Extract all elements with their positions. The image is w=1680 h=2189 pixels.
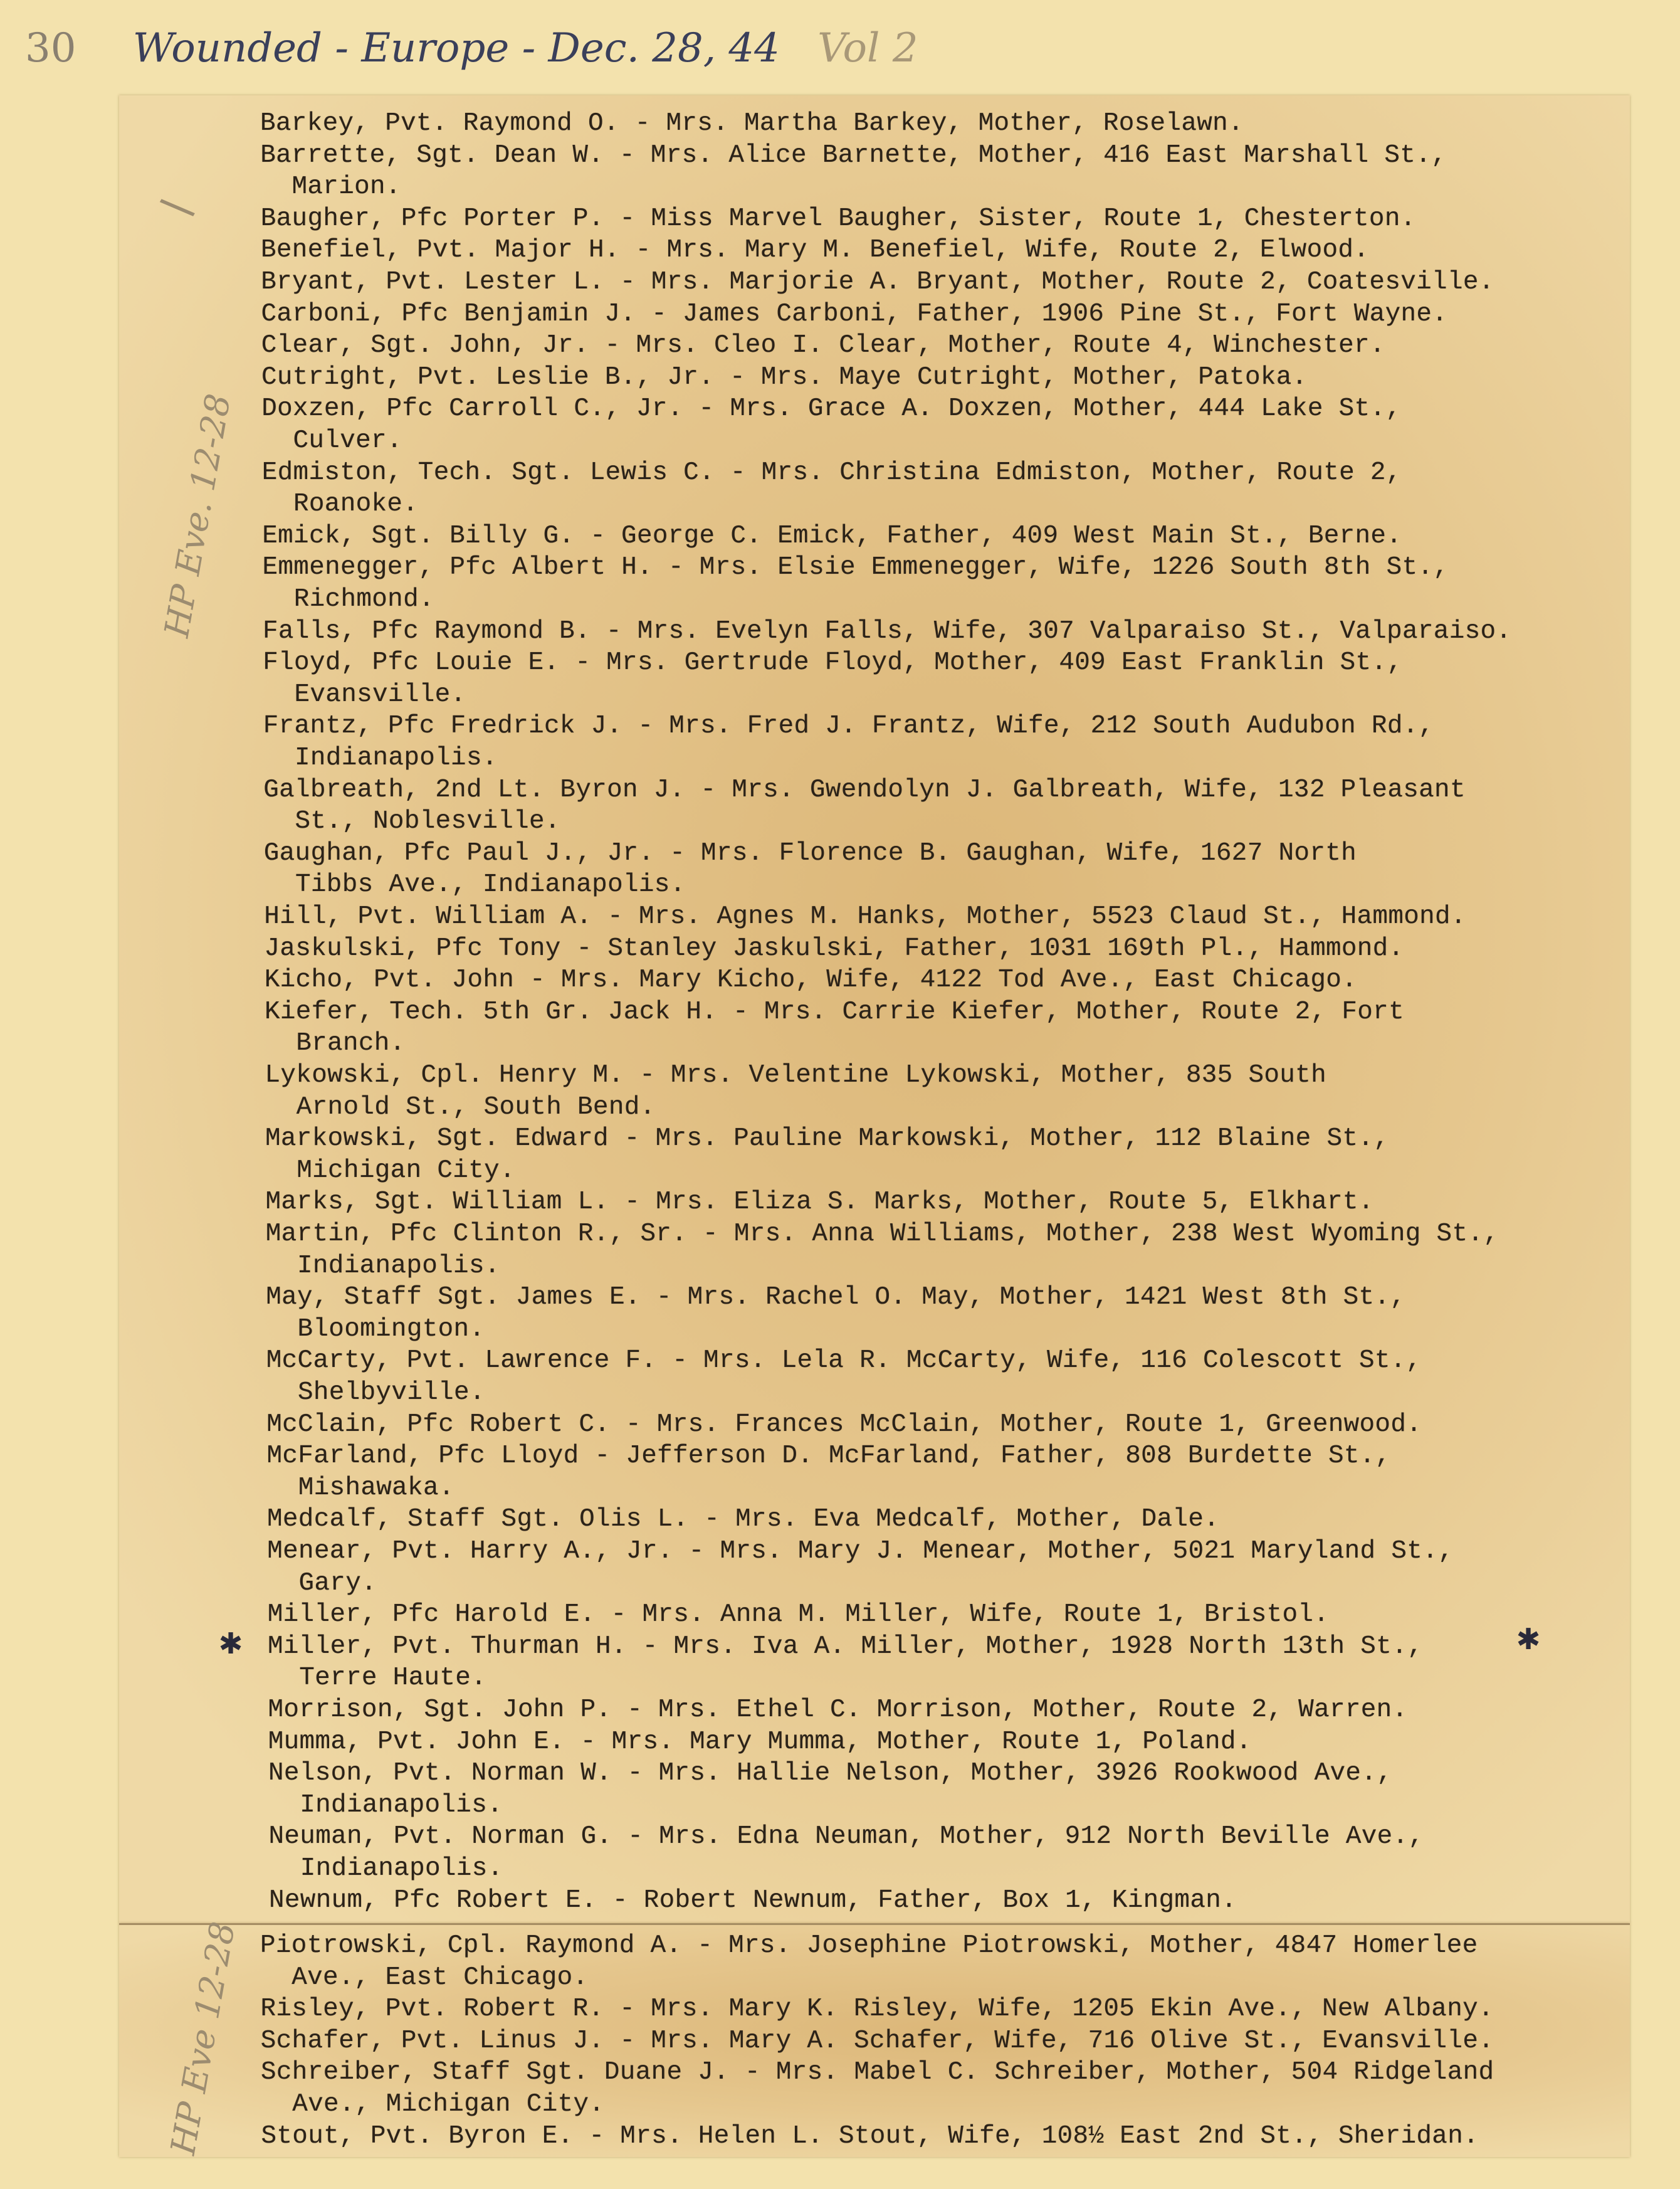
list-entry: McClain, Pfc Robert C. - Mrs. Frances McClain, Mother, Route 1, Greenwood. xyxy=(266,1410,1422,1439)
list-entry: Neuman, Pvt. Norman G. - Mrs. Edna Neuman, Mother, 912 North Beville Ave., xyxy=(268,1822,1424,1852)
list-entry-continuation: Arnold St., South Bend. xyxy=(296,1092,656,1122)
list-entry: Hill, Pvt. William A. - Mrs. Agnes M. Hanks, Mother, 5523 Claud St., Hammond. xyxy=(264,902,1466,931)
list-entry: Kiefer, Tech. 5th Gr. Jack H. - Mrs. Carrie Kiefer, Mother, Route 2, Fort xyxy=(265,997,1404,1026)
margin-note-bottom: HP Eve 12-28 xyxy=(163,1919,243,2158)
list-entry-continuation: Gary. xyxy=(298,1568,377,1598)
list-entry-continuation: Bloomington. xyxy=(297,1314,485,1344)
list-entry: Edmiston, Tech. Sgt. Lewis C. - Mrs. Christina Edmiston, Mother, Route 2, xyxy=(261,458,1402,487)
list-entry: Miller, Pfc Harold E. - Mrs. Anna M. Miller, Wife, Route 1, Bristol. xyxy=(267,1600,1330,1630)
handwritten-header xyxy=(25,25,918,71)
list-entry-continuation: Michigan City. xyxy=(297,1156,515,1185)
asterisk-left-icon: ✱ xyxy=(219,1623,243,1665)
list-entry: Clear, Sgt. John, Jr. - Mrs. Cleo I. Clear, Mother, Route 4, Winchester. xyxy=(261,331,1385,361)
list-entry: Gaughan, Pfc Paul J., Jr. - Mrs. Florence B. Gaughan, Wife, 1627 North xyxy=(263,838,1357,868)
list-entry: Emick, Sgt. Billy G. - George C. Emick, Father, 409 West Main St., Berne. xyxy=(262,521,1402,551)
header-title: Wounded - Europe - Dec. 28, 44 xyxy=(132,25,780,71)
list-entry: Menear, Pvt. Harry A., Jr. - Mrs. Mary J. Menear, Mother, 5021 Maryland St., xyxy=(267,1537,1454,1566)
list-entry-continuation: Tibbs Ave., Indianapolis. xyxy=(295,870,686,900)
list-entry: Stout, Pvt. Byron E. - Mrs. Helen L. Stout, Wife, 108½ East 2nd St., Sheridan. xyxy=(261,2121,1479,2151)
list-entry: Nelson, Pvt. Norman W. - Mrs. Hallie Nelson, Mother, 3926 Rookwood Ave., xyxy=(268,1759,1393,1788)
list-entry: Piotrowski, Cpl. Raymond A. - Mrs. Josephine Piotrowski, Mother, 4847 Homerlee xyxy=(260,1931,1478,1960)
list-entry: Markowski, Sgt. Edward - Mrs. Pauline Markowski, Mother, 112 Blaine St., xyxy=(265,1124,1390,1154)
list-entry-continuation: Terre Haute. xyxy=(299,1664,487,1693)
list-entry-continuation: Ave., East Chicago. xyxy=(291,1963,589,1992)
list-entry: McCarty, Pvt. Lawrence F. - Mrs. Lela R. McCarty, Wife, 116 Colescott St., xyxy=(266,1346,1422,1376)
volume-label: Vol 2 xyxy=(817,25,918,71)
page-number: 30 xyxy=(25,25,76,71)
list-entry-continuation: Culver. xyxy=(293,426,402,455)
list-entry: Floyd, Pfc Louie E. - Mrs. Gertrude Floyd, Mother, 409 East Franklin St., xyxy=(263,648,1403,678)
list-entry: Bryant, Pvt. Lester L. - Mrs. Marjorie A. Bryant, Mother, Route 2, Coatesville. xyxy=(261,268,1494,297)
list-entry: Martin, Pfc Clinton R., Sr. - Mrs. Anna Williams, Mother, 238 West Wyoming St., xyxy=(265,1220,1499,1248)
list-entry: Medcalf, Staff Sgt. Olis L. - Mrs. Eva Medcalf, Mother, Dale. xyxy=(267,1505,1220,1534)
list-entry: Emmenegger, Pfc Albert H. - Mrs. Elsie Emmenegger, Wife, 1226 South 8th St., xyxy=(262,553,1449,583)
asterisk-right-icon: ✱ xyxy=(1517,1618,1540,1661)
check-mark: \ xyxy=(150,187,202,226)
list-entry: Barrette, Sgt. Dean W. - Mrs. Alice Barnette, Mother, 416 East Marshall St., xyxy=(260,140,1447,170)
list-entry: Kicho, Pvt. John - Mrs. Mary Kicho, Wife, 4122 Tod Ave., East Chicago. xyxy=(264,966,1358,995)
list-entry: Galbreath, 2nd Lt. Byron J. - Mrs. Gwendolyn J. Galbreath, Wife, 132 Pleasant xyxy=(263,775,1466,804)
list-entry-continuation: Indianapolis. xyxy=(295,744,498,773)
list-entry-continuation: Evansville. xyxy=(294,680,466,709)
margin-note-side: HP Eve. 12-28 xyxy=(157,391,239,640)
list-entry-continuation: Indianapolis. xyxy=(297,1251,500,1280)
list-entry: McFarland, Pfc Lloyd - Jefferson D. McFarland, Father, 808 Burdette St., xyxy=(266,1442,1391,1471)
list-entry-continuation: Branch. xyxy=(296,1029,406,1058)
list-entry: Benefiel, Pvt. Major H. - Mrs. Mary M. Benefiel, Wife, Route 2, Elwood. xyxy=(261,236,1370,265)
list-entry: Lykowski, Cpl. Henry M. - Mrs. Velentine Lykowski, Mother, 835 South xyxy=(265,1061,1326,1090)
list-entry-continuation: Marion. xyxy=(291,172,401,202)
list-entry: Morrison, Sgt. John P. - Mrs. Ethel C. Morrison, Mother, Route 2, Warren. xyxy=(268,1696,1408,1724)
list-entry-continuation: Mishawaka. xyxy=(298,1473,454,1502)
list-entry: Barkey, Pvt. Raymond O. - Mrs. Martha Barkey, Mother, Roselawn. xyxy=(260,109,1244,138)
list-entry: Schreiber, Staff Sgt. Duane J. - Mrs. Mabel C. Schreiber, Mother, 504 Ridgeland xyxy=(261,2058,1494,2087)
list-entry: Marks, Sgt. William L. - Mrs. Eliza S. Marks, Mother, Route 5, Elkhart. xyxy=(265,1188,1374,1217)
list-entry-continuation: Roanoke. xyxy=(293,490,419,519)
newspaper-clipping-continued xyxy=(119,1923,1630,2157)
list-entry: Jaskulski, Pfc Tony - Stanley Jaskulski, Father, 1031 169th Pl., Hammond. xyxy=(264,934,1404,963)
list-entry-continuation: Ave., Michigan City. xyxy=(292,2090,605,2119)
list-entry: Falls, Pfc Raymond B. - Mrs. Evelyn Falls, Wife, 307 Valparaiso St., Valparaiso. xyxy=(263,616,1512,646)
list-entry: Mumma, Pvt. John E. - Mrs. Mary Mumma, Mother, Route 1, Poland. xyxy=(268,1727,1252,1756)
list-entry: Carboni, Pfc Benjamin J. - James Carboni, Father, 1906 Pine St., Fort Wayne. xyxy=(261,299,1448,329)
list-entry: Doxzen, Pfc Carroll C., Jr. - Mrs. Grace A. Doxzen, Mother, 444 Lake St., xyxy=(261,394,1402,424)
list-entry: Cutright, Pvt. Leslie B., Jr. - Mrs. Maye Cutright, Mother, Patoka. xyxy=(261,362,1308,392)
list-entry-continuation: Shelbyville. xyxy=(298,1378,485,1407)
list-entry-continuation: Indianapolis. xyxy=(300,1790,503,1820)
list-entry-continuation: Indianapolis. xyxy=(300,1854,503,1883)
newspaper-clipping-main xyxy=(119,95,1630,1923)
list-entry-continuation: Richmond. xyxy=(293,585,434,614)
list-entry: Schafer, Pvt. Linus J. - Mrs. Mary A. Schafer, Wife, 716 Olive St., Evansville. xyxy=(260,2026,1494,2055)
list-entry: Baugher, Pfc Porter P. - Miss Marvel Baugher, Sister, Route 1, Chesterton. xyxy=(260,204,1416,233)
list-entry: Frantz, Pfc Fredrick J. - Mrs. Fred J. Frantz, Wife, 212 South Audubon Rd., xyxy=(263,712,1434,741)
list-entry: Miller, Pvt. Thurman H. - Mrs. Iva A. Miller, Mother, 1928 North 13th St., xyxy=(268,1632,1423,1661)
list-entry: Newnum, Pfc Robert E. - Robert Newnum, Father, Box 1, Kingman. xyxy=(269,1886,1237,1915)
list-entry: May, Staff Sgt. James E. - Mrs. Rachel O. May, Mother, 1421 West 8th St., xyxy=(266,1283,1406,1312)
list-entry-continuation: St., Noblesville. xyxy=(295,807,560,836)
list-entry: Risley, Pvt. Robert R. - Mrs. Mary K. Risley, Wife, 1205 Ekin Ave., New Albany. xyxy=(260,1995,1494,2024)
